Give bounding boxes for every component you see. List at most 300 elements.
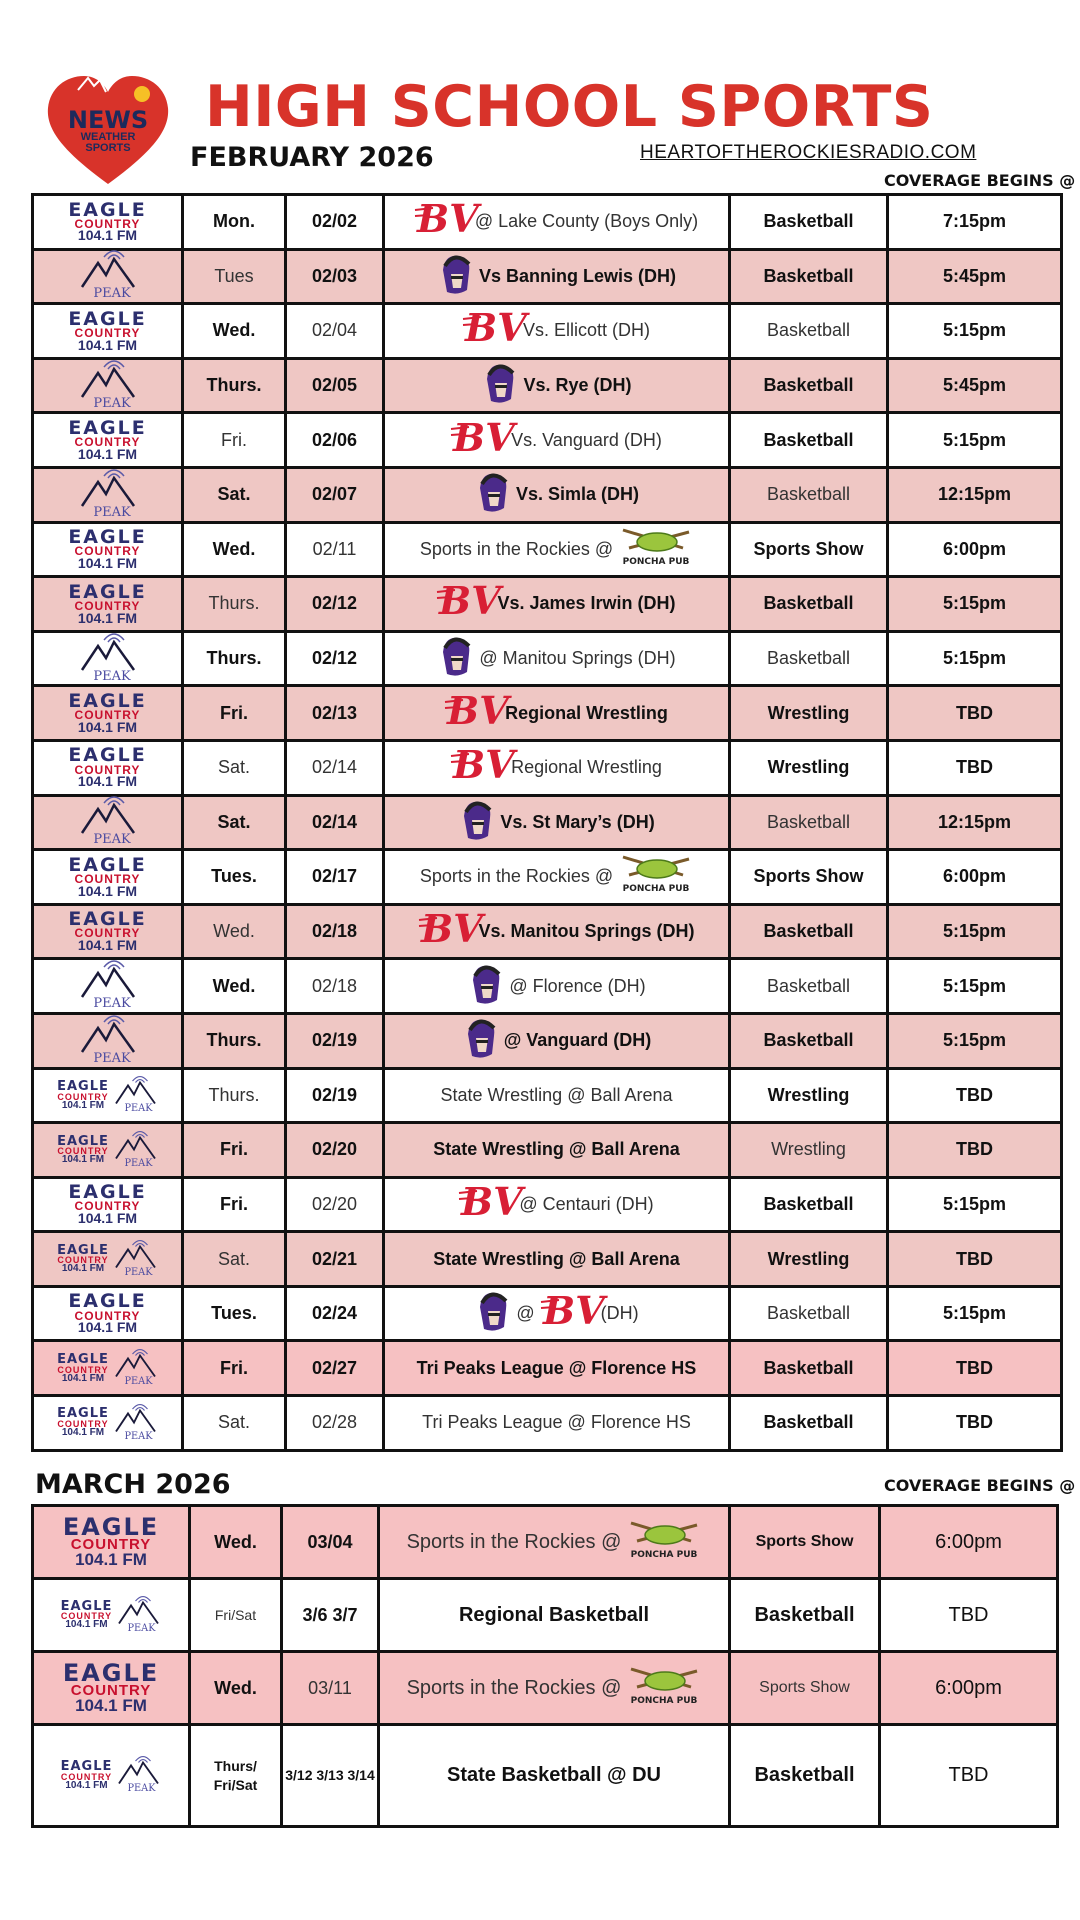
eagle-logo-text: COUNTRY [70, 1682, 152, 1700]
station-logo [34, 1242, 181, 1277]
eagle-logo-text: 104.1 FM [77, 336, 138, 353]
event-text: State Basketball @ DU [446, 1764, 661, 1786]
sport-cell: Basketball [730, 904, 888, 959]
peak-logo [116, 1598, 161, 1633]
logo-line-news: NEWS [67, 106, 149, 134]
event-cell [384, 249, 730, 304]
event-cell [384, 1341, 730, 1396]
eagle-logo-text: COUNTRY [74, 1199, 141, 1214]
event-text: Regional Wrestling [505, 702, 668, 723]
event-content [385, 798, 728, 847]
station-logo [34, 853, 181, 899]
svg-text:BV: BV [420, 906, 483, 952]
time-cell: 5:15pm [888, 904, 1062, 959]
event-cell [384, 304, 730, 359]
time-cell: 5:15pm [888, 1286, 1062, 1341]
date-cell: 02/19 [286, 1013, 384, 1068]
eagle-logo-text: EAGLE [68, 744, 147, 767]
peak-logo [113, 1078, 158, 1113]
sport-cell: Basketball [730, 1725, 880, 1827]
event-cell [384, 1286, 730, 1341]
station-cell [33, 1177, 183, 1232]
date-cell: 02/04 [286, 304, 384, 359]
time-cell: 6:00pm [880, 1652, 1058, 1725]
peak-logo [78, 253, 138, 302]
time-cell: TBD [888, 1341, 1062, 1396]
svg-text:PONCHA PUB: PONCHA PUB [631, 1549, 698, 1560]
event-cell [379, 1725, 730, 1827]
event-cell [384, 795, 730, 850]
event-text: State Wrestling @ Ball Arena [440, 1084, 673, 1105]
page-title: HIGH SCHOOL SPORTS [205, 74, 934, 140]
table-row [33, 850, 1062, 905]
station-logo [34, 580, 181, 626]
event-cell [384, 1177, 730, 1232]
eagle-logo-text: EAGLE [68, 689, 147, 712]
event-cell [384, 686, 730, 741]
table-row [33, 1396, 1062, 1451]
event-text: @ Vanguard (DH) [503, 1030, 652, 1051]
eagle-logo-text: 104.1 FM [77, 1210, 138, 1227]
peak-logo [113, 1133, 158, 1168]
table-row [33, 413, 1062, 468]
sport-cell: Basketball [730, 577, 888, 632]
march-title: MARCH 2026 [35, 1469, 231, 1500]
station-logo [34, 363, 181, 409]
table-row [33, 1123, 1062, 1178]
eagle-logo-text: COUNTRY [70, 1536, 152, 1554]
day-cell: Sat. [183, 467, 286, 522]
event-cell [379, 1506, 730, 1579]
station-logo [34, 472, 181, 518]
sport-cell: Basketball [730, 1013, 888, 1068]
event-content [380, 1764, 728, 1787]
event-cell [379, 1652, 730, 1725]
eagle-logo-text: COUNTRY [74, 762, 141, 777]
eagle-logo-text: COUNTRY [74, 871, 141, 886]
website-link[interactable]: HEARTOFTHEROCKIESRADIO.COM [640, 142, 977, 163]
station-cell [33, 1068, 183, 1123]
time-cell: 5:15pm [888, 1013, 1062, 1068]
event-text: Vs. Ellicott (DH) [522, 320, 650, 341]
station-cell [33, 304, 183, 359]
eagle-logo-text: COUNTRY [57, 1419, 109, 1430]
peak-logo [78, 963, 138, 1012]
eagle-logo-text: EAGLE [57, 1133, 109, 1149]
time-cell: 12:15pm [888, 467, 1062, 522]
event-content [380, 1519, 728, 1566]
eagle-logo-text: EAGLE [68, 1290, 147, 1313]
table-row [33, 304, 1062, 359]
poncha-pub-logo [619, 526, 693, 573]
table-row [33, 1341, 1062, 1396]
february-title: FEBRUARY 2026 [190, 142, 434, 173]
event-cell [384, 1013, 730, 1068]
eagle-country-logo [57, 1351, 109, 1384]
eagle-logo-text: EAGLE [68, 1181, 147, 1204]
date-cell: 02/28 [286, 1396, 384, 1451]
eagle-logo-text: 104.1 FM [77, 1319, 138, 1336]
station-logo [34, 253, 181, 302]
bv-logo-icon [451, 414, 515, 466]
table-row [33, 1725, 1058, 1827]
peak-logo [78, 1018, 138, 1064]
logo-line-sports: SPORTS [85, 142, 131, 154]
bv-logo-icon [419, 906, 483, 957]
svg-text:PEAK: PEAK [124, 1157, 153, 1169]
eagle-country-logo [57, 1133, 109, 1166]
svg-text:BV: BV [453, 742, 515, 788]
event-cell [384, 1123, 730, 1178]
svg-text:PEAK: PEAK [124, 1103, 153, 1115]
sport-cell: Basketball [730, 304, 888, 359]
time-cell: 5:15pm [888, 577, 1062, 632]
svg-text:BV: BV [464, 305, 527, 351]
station-cell [33, 1232, 183, 1287]
sport-cell: Basketball [730, 1579, 880, 1652]
news-weather-sports-logo [44, 72, 172, 190]
eagle-country-logo [68, 580, 147, 626]
station-logo [34, 307, 181, 353]
table-row [33, 740, 1062, 795]
bv-logo-icon [437, 578, 502, 629]
eagle-country-logo [62, 1658, 160, 1715]
time-cell: TBD [888, 1396, 1062, 1451]
date-cell: 02/05 [286, 358, 384, 413]
day-cell: Sat. [183, 740, 286, 795]
station-cell [33, 1123, 183, 1178]
station-logo [34, 689, 181, 735]
poncha-pub-logo [627, 1519, 701, 1566]
eagle-logo-text: 104.1 FM [61, 1427, 105, 1439]
peak-logo [113, 1351, 158, 1386]
table-row [33, 195, 1062, 250]
eagle-logo-text: 104.1 FM [77, 773, 138, 790]
svg-text:PEAK: PEAK [92, 504, 131, 520]
bv-logo-icon [415, 196, 479, 247]
event-cell [384, 631, 730, 686]
sport-cell: Wrestling [730, 1068, 888, 1123]
time-cell: TBD [888, 686, 1062, 741]
eagle-logo-text: EAGLE [68, 198, 147, 221]
day-cell: Wed. [183, 904, 286, 959]
station-cell [33, 1286, 183, 1341]
station-cell [33, 1396, 183, 1451]
event-content [385, 415, 728, 466]
event-content [385, 1249, 728, 1270]
day-cell: Tues. [183, 850, 286, 905]
svg-text:PEAK: PEAK [127, 1622, 156, 1634]
event-cell [384, 1232, 730, 1287]
station-logo [34, 1758, 188, 1793]
event-text: @ Centauri (DH) [519, 1193, 654, 1214]
station-logo [34, 1351, 181, 1386]
date-cell: 3/12 3/13 3/14 [282, 1725, 379, 1827]
date-cell: 02/19 [286, 1068, 384, 1123]
time-cell: 5:15pm [888, 1177, 1062, 1232]
peak-logo [78, 799, 138, 848]
event-text: Sports in the Rockies @ [406, 1530, 622, 1553]
date-cell: 02/14 [286, 795, 384, 850]
event-text: Vs. James Irwin (DH) [497, 593, 676, 614]
event-cell [384, 577, 730, 632]
eagle-logo-text: COUNTRY [74, 544, 141, 559]
event-content [385, 962, 728, 1011]
sport-cell: Wrestling [730, 740, 888, 795]
table-row [33, 1579, 1058, 1652]
station-logo [34, 1598, 188, 1633]
eagle-country-logo [68, 1290, 147, 1336]
spartan-logo-icon [462, 1016, 498, 1065]
event-tail-text: (DH) [600, 1303, 639, 1324]
station-cell [33, 740, 183, 795]
table-row [33, 1652, 1058, 1725]
eagle-logo-text: EAGLE [57, 1351, 109, 1367]
table-row [33, 358, 1062, 413]
station-logo [34, 908, 181, 954]
eagle-logo-text: COUNTRY [74, 435, 141, 450]
event-text: Vs. Vanguard (DH) [511, 429, 662, 450]
day-cell: Mon. [183, 195, 286, 250]
eagle-country-logo [68, 1181, 147, 1227]
time-cell: 5:15pm [888, 959, 1062, 1014]
event-content [385, 906, 728, 957]
table-row [33, 577, 1062, 632]
eagle-logo-text: COUNTRY [57, 1146, 109, 1157]
day-cell: Sat. [183, 795, 286, 850]
eagle-logo-text: COUNTRY [74, 926, 141, 941]
eagle-country-logo [68, 744, 147, 790]
spartan-logo-icon [458, 798, 494, 847]
eagle-logo-text: COUNTRY [57, 1091, 109, 1102]
sport-cell: Basketball [730, 631, 888, 686]
event-cell [384, 959, 730, 1014]
date-cell: 02/24 [286, 1286, 384, 1341]
station-cell [33, 577, 183, 632]
event-content [385, 1085, 728, 1106]
svg-text:PONCHA PUB: PONCHA PUB [631, 1695, 698, 1706]
sport-cell: Basketball [730, 249, 888, 304]
eagle-logo-text: 104.1 FM [61, 1372, 105, 1384]
day-cell: Thurs/ Fri/Sat [190, 1725, 282, 1827]
date-cell: 03/04 [282, 1506, 379, 1579]
eagle-logo-text: 104.1 FM [75, 1695, 147, 1715]
station-logo [34, 1290, 181, 1336]
day-cell: Thurs. [183, 1068, 286, 1123]
event-content [380, 1665, 728, 1712]
event-text: Vs. St Mary’s (DH) [500, 811, 655, 832]
svg-text:PEAK: PEAK [127, 1783, 156, 1795]
sport-cell: Basketball [730, 1396, 888, 1451]
svg-text:PEAK: PEAK [92, 1050, 131, 1066]
table-row [33, 1286, 1062, 1341]
eagle-logo-text: 104.1 FM [75, 1549, 147, 1569]
peak-logo [116, 1758, 161, 1793]
event-content [385, 196, 728, 247]
sport-cell: Wrestling [730, 1232, 888, 1287]
svg-text:PEAK: PEAK [124, 1376, 153, 1388]
eagle-logo-text: EAGLE [68, 908, 147, 931]
time-cell: 5:15pm [888, 631, 1062, 686]
station-cell [33, 1725, 190, 1827]
eagle-logo-text: COUNTRY [74, 216, 141, 231]
date-cell: 3/6 3/7 [282, 1579, 379, 1652]
date-cell: 02/13 [286, 686, 384, 741]
sport-cell: Sports Show [730, 522, 888, 577]
eagle-logo-text: COUNTRY [60, 1771, 113, 1782]
date-cell: 02/18 [286, 959, 384, 1014]
day-cell: Wed. [183, 522, 286, 577]
station-logo [34, 526, 181, 571]
table-row [33, 904, 1062, 959]
event-cell [384, 467, 730, 522]
svg-text:PONCHA PUB: PONCHA PUB [622, 884, 690, 895]
event-text: Vs. Manitou Springs (DH) [478, 921, 695, 942]
station-cell [33, 358, 183, 413]
spartan-logo-icon [467, 962, 503, 1011]
time-cell: TBD [888, 1068, 1062, 1123]
eagle-logo-text: EAGLE [68, 307, 147, 330]
event-cell [384, 904, 730, 959]
svg-text:BV: BV [453, 414, 515, 460]
table-row [33, 631, 1062, 686]
time-cell: 5:45pm [888, 249, 1062, 304]
station-logo [34, 1512, 188, 1569]
eagle-logo-text: COUNTRY [74, 598, 141, 613]
eagle-logo-text: 104.1 FM [61, 1099, 105, 1111]
table-row [33, 1177, 1062, 1232]
eagle-logo-text: EAGLE [60, 1598, 113, 1614]
event-text: Sports in the Rockies @ [406, 1676, 622, 1699]
date-cell: 02/03 [286, 249, 384, 304]
svg-text:PEAK: PEAK [124, 1430, 153, 1442]
station-cell [33, 1013, 183, 1068]
spartan-logo-icon [474, 1289, 510, 1338]
poncha-pub-logo [619, 853, 693, 900]
svg-text:BV: BV [542, 1288, 605, 1334]
time-cell: 5:45pm [888, 358, 1062, 413]
february-schedule-table [31, 193, 1063, 1452]
day-cell: Thurs. [183, 1013, 286, 1068]
time-cell: 5:15pm [888, 413, 1062, 468]
event-content [385, 578, 728, 629]
sport-cell: Sports Show [730, 850, 888, 905]
event-text: Tri Peaks League @ Florence HS [422, 1412, 691, 1433]
eagle-logo-text: 104.1 FM [61, 1263, 105, 1275]
time-cell: TBD [888, 740, 1062, 795]
station-cell [33, 249, 183, 304]
svg-text:BV: BV [439, 578, 502, 624]
eagle-logo-text: 104.1 FM [65, 1619, 108, 1631]
table-row [33, 1013, 1062, 1068]
day-cell: Fri. [183, 1341, 286, 1396]
eagle-logo-text: EAGLE [57, 1406, 109, 1422]
event-content [385, 1179, 728, 1230]
sport-cell: Basketball [730, 1286, 888, 1341]
station-cell [33, 467, 183, 522]
svg-text:BV: BV [416, 196, 479, 242]
sport-cell: Basketball [730, 467, 888, 522]
eagle-logo-text: 104.1 FM [77, 718, 138, 735]
event-content [385, 361, 728, 410]
station-logo [34, 1078, 181, 1113]
sport-cell: Basketball [730, 358, 888, 413]
event-cell [384, 1396, 730, 1451]
station-logo [34, 416, 181, 462]
station-cell [33, 904, 183, 959]
svg-text:BV: BV [461, 1178, 523, 1224]
event-content [385, 526, 728, 573]
eagle-country-logo [68, 416, 147, 462]
time-cell: TBD [888, 1123, 1062, 1178]
eagle-country-logo [57, 1408, 109, 1437]
date-cell: 02/20 [286, 1123, 384, 1178]
day-cell: Thurs. [183, 631, 286, 686]
eagle-logo-text: COUNTRY [60, 1611, 113, 1622]
spartan-logo-icon [437, 634, 473, 683]
eagle-logo-text: COUNTRY [74, 1308, 141, 1323]
station-logo [34, 1658, 188, 1715]
time-cell: 12:15pm [888, 795, 1062, 850]
event-content [385, 1288, 728, 1339]
march-schedule-table [31, 1504, 1059, 1828]
station-cell [33, 1652, 190, 1725]
eagle-logo-text: COUNTRY [57, 1255, 109, 1266]
peak-logo [78, 363, 138, 409]
bv-logo-icon [451, 742, 515, 793]
event-content [385, 1016, 728, 1065]
table-row [33, 522, 1062, 577]
svg-text:PEAK: PEAK [92, 996, 131, 1012]
date-cell: 02/21 [286, 1232, 384, 1287]
sport-cell: Basketball [730, 195, 888, 250]
day-cell: Fri. [183, 686, 286, 741]
event-text: Tri Peaks League @ Florence HS [416, 1357, 697, 1378]
eagle-logo-text: EAGLE [57, 1078, 109, 1094]
sport-cell: Wrestling [730, 686, 888, 741]
day-cell: Wed. [183, 959, 286, 1014]
station-cell [33, 1579, 190, 1652]
eagle-country-logo [62, 1512, 160, 1569]
station-logo [34, 198, 181, 244]
event-text: @ Florence (DH) [509, 975, 646, 996]
svg-text:BV: BV [447, 687, 509, 733]
event-text: State Wrestling @ Ball Arena [433, 1139, 680, 1160]
date-cell: 02/11 [286, 522, 384, 577]
table-row [33, 1232, 1062, 1287]
station-cell [33, 1341, 183, 1396]
station-cell [33, 631, 183, 686]
day-cell: Fri/Sat [190, 1579, 282, 1652]
poncha-pub-logo [627, 1665, 701, 1712]
svg-text:PEAK: PEAK [92, 395, 131, 411]
eagle-country-logo [68, 853, 147, 899]
eagle-logo-text: 104.1 FM [77, 609, 138, 626]
eagle-logo-text: EAGLE [60, 1759, 113, 1775]
time-cell: 7:15pm [888, 195, 1062, 250]
eagle-country-logo [57, 1078, 109, 1111]
event-content [385, 1358, 728, 1379]
date-cell: 02/17 [286, 850, 384, 905]
event-content [385, 252, 728, 301]
event-content [385, 742, 728, 793]
station-logo [34, 636, 181, 682]
eagle-country-logo [68, 689, 147, 735]
event-text: @ [516, 1303, 535, 1324]
day-cell: Wed. [190, 1652, 282, 1725]
table-row [33, 959, 1062, 1014]
eagle-logo-text: 104.1 FM [77, 227, 138, 244]
